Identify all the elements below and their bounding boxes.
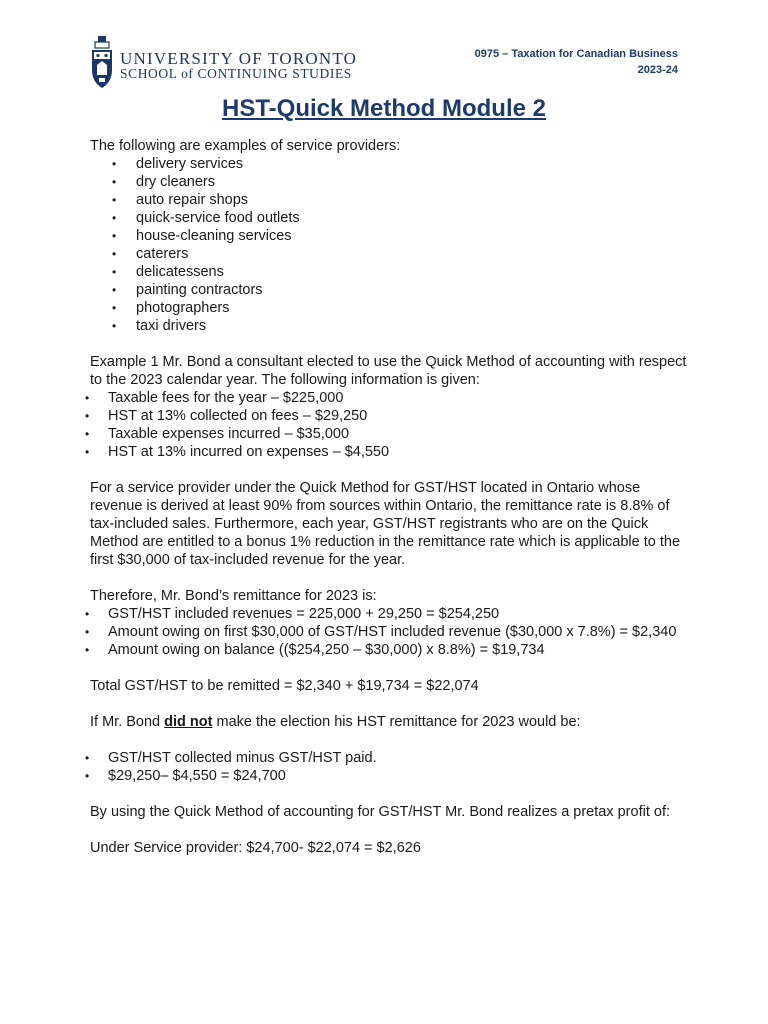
list-item: • Amount owing on first $30,000 of GST/HST included revenue ($30,000 x 7.8%) = $2,340 <box>90 623 690 641</box>
list-item: • photographers <box>90 299 690 317</box>
course-year: 2023-24 <box>637 64 678 76</box>
list-item: • taxi drivers <box>90 317 690 335</box>
profit-text: By using the Quick Method of accounting for GST/HST Mr. Bond realizes a pretax profit of: <box>90 804 671 820</box>
university-name: UNIVERSITY OF TORONTO <box>120 49 358 68</box>
list-item: • caterers <box>90 245 690 263</box>
school-name: SCHOOL of CONTINUING STUDIES <box>120 66 352 81</box>
list-item: • $29,250– $4,550 = $24,700 <box>90 767 690 785</box>
remittance-rate-paragraph: For a service provider under the Quick Method for GST/HST located in Ontario whose revenue is derived at least 90% from sources within Ontario, the remittance rate is 8.8% of tax-included sales. Furthermore, each year, GST/HST registrants who are on the Quick Method are entitled to a bonus 1% reduction in the remittance rate which is applicable to the first $30,000 of tax-included revenue for the year. <box>90 480 681 568</box>
list-item: • delivery services <box>90 155 690 173</box>
list-item: • HST at 13% collected on fees – $29,250 <box>90 407 690 425</box>
list-item: • dry cleaners <box>90 173 690 191</box>
list-item: • quick-service food outlets <box>90 209 690 227</box>
course-title: 0975 – Taxation for Canadian Business <box>474 48 678 60</box>
list-item: • delicatessens <box>90 263 690 281</box>
total-remitted: Total GST/HST to be remitted = $2,340 + $19,734 = $22,074 <box>90 678 479 694</box>
list-item: • painting contractors <box>90 281 690 299</box>
no-election-text <box>90 713 690 731</box>
remittance-list <box>90 605 690 659</box>
course-info <box>475 46 678 78</box>
therefore-text: Therefore, Mr. Bond’s remittance for 2023 is: <box>90 588 377 604</box>
university-crest-icon <box>90 34 114 90</box>
no-election-before: If Mr. Bond <box>90 714 165 730</box>
service-provider-list <box>90 155 690 335</box>
under-service-provider: Under Service provider: $24,700- $22,074 = $2,626 <box>90 840 421 856</box>
list-item: • house-cleaning services <box>90 227 690 245</box>
document-body <box>90 137 690 857</box>
example1-list <box>90 389 690 461</box>
list-item: • auto repair shops <box>90 191 690 209</box>
list-item: • Taxable expenses incurred – $35,000 <box>90 425 690 443</box>
intro-text: The following are examples of service providers: <box>90 138 401 154</box>
page-title: HST-Quick Method Module 2 <box>221 95 546 122</box>
did-not-emphasis: did not <box>164 714 213 730</box>
list-item: • HST at 13% incurred on expenses – $4,550 <box>90 443 690 461</box>
list-item: • Taxable fees for the year – $225,000 <box>90 389 690 407</box>
page-header <box>0 0 768 95</box>
list-item: • Amount owing on balance (($254,250 – $30,000) x 8.8%) = $19,734 <box>90 641 690 659</box>
no-election-after: make the election his HST remittance for 2023 would be: <box>212 714 581 730</box>
list-item: • GST/HST collected minus GST/HST paid. <box>90 749 690 767</box>
example1-text: Example 1 Mr. Bond a consultant elected to use the Quick Method of accounting with respect to the 2023 calendar year. The following information is given: <box>90 354 687 388</box>
list-item: • GST/HST included revenues = 225,000 + 29,250 = $254,250 <box>90 605 690 623</box>
no-election-list <box>90 749 690 785</box>
